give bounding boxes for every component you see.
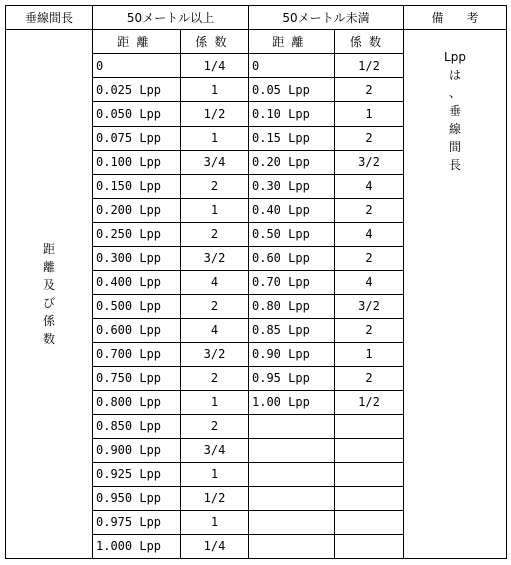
distance-under-cell: [249, 510, 335, 534]
header-row: [6, 6, 507, 30]
row-label-stack: [43, 240, 55, 348]
factor-under-cell: 1: [335, 342, 404, 366]
row-label-distance-and-factor: [6, 30, 93, 559]
distance-over-cell: 0.925 Lpp: [93, 462, 181, 486]
factor-over-cell: 2: [181, 366, 249, 390]
distance-under-cell: [249, 438, 335, 462]
distance-under-cell: 0.50 Lpp: [249, 222, 335, 246]
factor-under-cell: 2: [335, 126, 404, 150]
remarks-line: 垂: [448, 104, 461, 118]
distance-under-cell: 0.05 Lpp: [249, 78, 335, 102]
distance-under-cell: [249, 414, 335, 438]
factor-over-cell: 1/4: [181, 534, 249, 558]
distance-over-cell: 0.200 Lpp: [93, 198, 181, 222]
row-label-char: 離: [42, 260, 55, 274]
factor-under-cell: [335, 510, 404, 534]
remarks-text: [444, 48, 466, 174]
factor-over-cell: 1: [181, 126, 249, 150]
distance-under-cell: 0.40 Lpp: [249, 198, 335, 222]
distance-under-cell: 0.90 Lpp: [249, 342, 335, 366]
factor-under-cell: [335, 414, 404, 438]
row-label-char: 数: [42, 332, 55, 346]
remarks-line: 、: [448, 86, 461, 100]
subheader-distance-under: 距離: [249, 30, 335, 54]
factor-over-cell: 1: [181, 198, 249, 222]
distance-over-cell: 0.025 Lpp: [93, 78, 181, 102]
factor-under-cell: 2: [335, 246, 404, 270]
distance-over-cell: 0.850 Lpp: [93, 414, 181, 438]
distance-under-cell: 0.30 Lpp: [249, 174, 335, 198]
remarks-line: Lpp: [444, 50, 466, 64]
distance-under-cell: 0.95 Lpp: [249, 366, 335, 390]
factor-under-cell: 2: [335, 318, 404, 342]
factor-over-cell: 1: [181, 390, 249, 414]
factor-under-cell: 3/2: [335, 294, 404, 318]
factor-over-cell: 2: [181, 222, 249, 246]
row-label-char: び: [42, 296, 55, 310]
factor-over-cell: 3/4: [181, 150, 249, 174]
header-50m-or-more: 50メートル以上: [93, 6, 249, 30]
distance-under-cell: [249, 486, 335, 510]
factor-under-cell: [335, 534, 404, 558]
factor-under-cell: [335, 438, 404, 462]
distance-over-cell: 0.400 Lpp: [93, 270, 181, 294]
distance-over-cell: 0.800 Lpp: [93, 390, 181, 414]
factor-over-cell: 1: [181, 78, 249, 102]
factor-under-cell: 3/2: [335, 150, 404, 174]
factor-over-cell: 3/2: [181, 246, 249, 270]
coefficient-table: [5, 5, 507, 559]
distance-under-cell: 0.70 Lpp: [249, 270, 335, 294]
factor-under-cell: 2: [335, 366, 404, 390]
distance-over-cell: 0.250 Lpp: [93, 222, 181, 246]
header-remarks: 備 考: [404, 6, 507, 30]
factor-under-cell: 1: [335, 102, 404, 126]
factor-over-cell: 1/2: [181, 486, 249, 510]
distance-over-cell: 0.150 Lpp: [93, 174, 181, 198]
remarks-line: 間: [448, 140, 461, 154]
factor-over-cell: 2: [181, 294, 249, 318]
subheader-factor-over: 係数: [181, 30, 249, 54]
distance-over-cell: 0.075 Lpp: [93, 126, 181, 150]
factor-under-cell: 1/2: [335, 390, 404, 414]
factor-over-cell: 3/2: [181, 342, 249, 366]
factor-over-cell: 2: [181, 174, 249, 198]
remarks-line: 線: [448, 122, 461, 136]
distance-over-cell: 0.900 Lpp: [93, 438, 181, 462]
factor-under-cell: 4: [335, 270, 404, 294]
remarks-line: 長: [448, 158, 461, 172]
factor-over-cell: 4: [181, 270, 249, 294]
row-label-char: 係: [42, 314, 55, 328]
factor-under-cell: [335, 462, 404, 486]
factor-under-cell: 2: [335, 198, 404, 222]
factor-under-cell: 2: [335, 78, 404, 102]
header-length-between-perpendiculars: 垂線間長: [6, 6, 93, 30]
remarks-cell: [404, 30, 507, 559]
factor-under-cell: 4: [335, 222, 404, 246]
factor-over-cell: 3/4: [181, 438, 249, 462]
distance-under-cell: [249, 462, 335, 486]
distance-under-cell: 0.20 Lpp: [249, 150, 335, 174]
factor-over-cell: 4: [181, 318, 249, 342]
distance-under-cell: 0.10 Lpp: [249, 102, 335, 126]
distance-over-cell: 0.750 Lpp: [93, 366, 181, 390]
factor-under-cell: [335, 486, 404, 510]
distance-under-cell: 0.15 Lpp: [249, 126, 335, 150]
header-under-50m: 50メートル未満: [249, 6, 404, 30]
distance-over-cell: 0.950 Lpp: [93, 486, 181, 510]
row-label-char: 距: [42, 242, 55, 256]
distance-under-cell: [249, 534, 335, 558]
factor-under-cell: 4: [335, 174, 404, 198]
distance-over-cell: 0: [93, 54, 181, 78]
distance-over-cell: 0.100 Lpp: [93, 150, 181, 174]
remarks-line: は: [448, 68, 461, 82]
distance-under-cell: 0.80 Lpp: [249, 294, 335, 318]
distance-over-cell: 0.300 Lpp: [93, 246, 181, 270]
row-label-char: 及: [42, 278, 55, 292]
distance-over-cell: 0.700 Lpp: [93, 342, 181, 366]
distance-under-cell: 1.00 Lpp: [249, 390, 335, 414]
distance-under-cell: 0: [249, 54, 335, 78]
factor-over-cell: 1: [181, 510, 249, 534]
factor-over-cell: 2: [181, 414, 249, 438]
factor-over-cell: 1/2: [181, 102, 249, 126]
factor-over-cell: 1: [181, 462, 249, 486]
subheader-row: [6, 30, 507, 54]
distance-under-cell: 0.60 Lpp: [249, 246, 335, 270]
subheader-distance-over: 距離: [93, 30, 181, 54]
distance-over-cell: 0.050 Lpp: [93, 102, 181, 126]
distance-over-cell: 0.975 Lpp: [93, 510, 181, 534]
distance-over-cell: 0.500 Lpp: [93, 294, 181, 318]
factor-over-cell: 1/4: [181, 54, 249, 78]
distance-over-cell: 1.000 Lpp: [93, 534, 181, 558]
distance-over-cell: 0.600 Lpp: [93, 318, 181, 342]
factor-under-cell: 1/2: [335, 54, 404, 78]
distance-under-cell: 0.85 Lpp: [249, 318, 335, 342]
subheader-factor-under: 係数: [335, 30, 404, 54]
